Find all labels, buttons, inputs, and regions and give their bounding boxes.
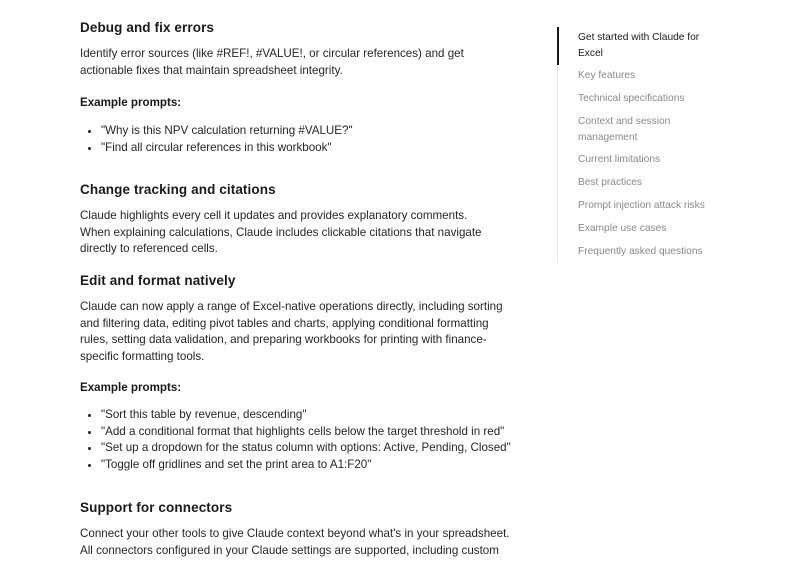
section-body-connectors: Connect your other tools to give Claude context beyond what's in your spreadsheet. All connectors configured in your Claude settings are supported, including custom <box>80 527 510 557</box>
section-heading-tracking: Change tracking and citations <box>80 182 276 197</box>
toc-item-key-features[interactable]: Key features <box>578 70 636 81</box>
toc-item-best-practices[interactable]: Best practices <box>578 177 642 188</box>
prompt-list-edit <box>80 407 531 473</box>
toc-item-context-and-session[interactable]: Context and session management <box>578 116 671 143</box>
toc-active-indicator <box>557 27 559 65</box>
section-body-debug: Identify error sources (like #REF!, #VALUE!, or circular references) and get actionable fixes that maintain spreadsheet integrity. <box>80 47 464 77</box>
prompt-list-debug <box>80 123 521 156</box>
section-heading-edit: Edit and format natively <box>80 273 236 288</box>
toc-item-technical-specifications[interactable]: Technical specifications <box>578 93 685 104</box>
toc-item-get-started[interactable]: Get started with Claude for Excel <box>578 32 700 59</box>
prompts-label-edit: Example prompts: <box>80 381 182 394</box>
section-heading-debug: Debug and fix errors <box>80 20 215 35</box>
prompts-label-debug: Example prompts: <box>80 96 182 109</box>
section-heading-connectors: Support for connectors <box>80 500 233 515</box>
section-body-tracking: Claude highlights every cell it updates and provides explanatory comments. When explaining calculations, Claude includes clickable citations that navigate directly to referenced cells. <box>80 209 482 255</box>
table-of-contents <box>557 27 718 263</box>
list-item: • "Find all circular references in this workbook" <box>101 140 521 157</box>
section-body-edit: Claude can now apply a range of Excel-native operations directly, including sorting and filtering data, editing pivot tables and charts, applying conditional formatting rules, setting data validation, and preparing workbooks for printing with finance-specific formatting tools. <box>80 300 503 363</box>
toc-item-current-limitations[interactable]: Current limitations <box>578 154 661 165</box>
list-item: • "Toggle off gridlines and set the print area to A1:F20" <box>101 457 531 474</box>
list-item: • "Sort this table by revenue, descending" <box>101 407 531 424</box>
list-item: • "Why is this NPV calculation returning #VALUE?" <box>101 123 521 140</box>
list-item: • "Add a conditional format that highlights cells below the target threshold in red" <box>101 424 531 441</box>
list-item: • "Set up a dropdown for the status column with options: Active, Pending, Closed" <box>101 440 531 457</box>
toc-item-faq[interactable]: Frequently asked questions <box>578 246 703 257</box>
toc-item-example-use-cases[interactable]: Example use cases <box>578 223 667 234</box>
toc-item-prompt-injection[interactable]: Prompt injection attack risks <box>578 200 705 211</box>
